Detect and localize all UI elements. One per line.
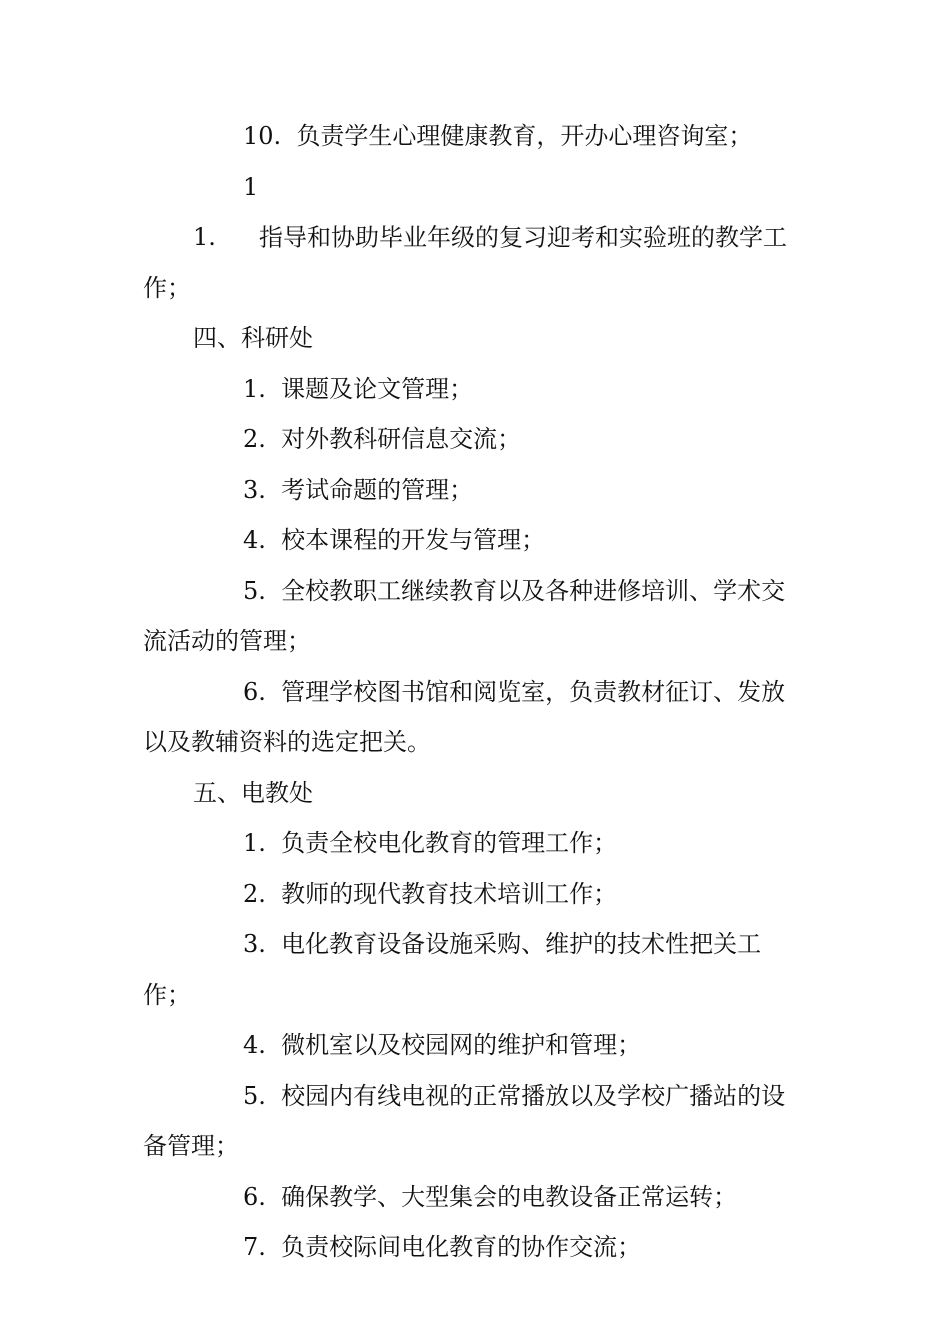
item-number: 2. — [243, 425, 266, 453]
list-item-av-5 — [143, 1071, 803, 1172]
item-number: 1. — [243, 829, 266, 857]
list-item-research-4 — [143, 515, 803, 566]
item-text: 考试命题的管理； — [281, 475, 474, 504]
item-number: 5. — [243, 1081, 266, 1110]
item-text: 校园内有线电视的正常播放以及学校广播站的设备管理； — [143, 1081, 786, 1160]
item-text: 全校教职工继续教育以及各种进修培训、学术交流活动的管理； — [143, 576, 786, 655]
item-text: 负责学生心理健康教育，开办心理咨询室； — [296, 122, 753, 150]
item-number: 5. — [243, 576, 266, 605]
item-text: 确保教学、大型集会的电教设备正常运转； — [281, 1182, 738, 1211]
list-item-research-1 — [143, 364, 803, 415]
list-item-research-3 — [143, 465, 803, 516]
list-item-av-2 — [143, 869, 803, 920]
item-number: 2. — [243, 879, 266, 908]
list-item-research-2 — [143, 414, 803, 465]
item-number: 6. — [243, 677, 266, 706]
list-item-av-3 — [143, 919, 803, 1020]
document-body — [143, 111, 803, 1273]
list-item-av-1 — [143, 818, 803, 869]
item-text: 指导和协助毕业年级的复习迎考和实验班的教学工作； — [143, 223, 787, 302]
heading-text: 四、科研处 — [193, 324, 313, 352]
heading-text: 五、电教处 — [193, 778, 313, 807]
list-item-research-6 — [143, 667, 803, 768]
item-text: 对外教科研信息交流； — [281, 425, 522, 453]
item-number: 11. — [193, 172, 259, 251]
item-number: 4. — [243, 1031, 266, 1059]
item-number: 3. — [243, 475, 266, 504]
list-item-av-7 — [143, 1222, 803, 1273]
item-text: 负责全校电化教育的管理工作； — [281, 829, 618, 857]
section-heading-research-office — [143, 313, 803, 364]
list-item-research-5 — [143, 566, 803, 667]
list-item-duty-11 — [143, 162, 803, 314]
item-number: 1. — [243, 374, 266, 403]
list-item-duty-10 — [143, 111, 803, 162]
item-number: 4. — [243, 526, 266, 554]
section-heading-av-office — [143, 768, 803, 819]
item-text: 课题及论文管理； — [281, 374, 474, 403]
list-item-av-4 — [143, 1020, 803, 1071]
list-item-av-6 — [143, 1172, 803, 1223]
item-text: 微机室以及校园网的维护和管理； — [281, 1031, 642, 1059]
item-number: 10. — [243, 122, 282, 150]
item-number: 6. — [243, 1182, 266, 1211]
item-text: 负责校际间电化教育的协作交流； — [281, 1233, 642, 1261]
item-text: 电化教育设备设施采购、维护的技术性把关工作； — [143, 930, 762, 1009]
item-text: 校本课程的开发与管理； — [281, 526, 546, 554]
item-number: 3. — [243, 930, 266, 958]
item-number: 7. — [243, 1233, 266, 1261]
item-text: 管理学校图书馆和阅览室，负责教材征订、发放以及教辅资料的选定把关。 — [143, 677, 786, 756]
item-text: 教师的现代教育技术培训工作； — [281, 879, 618, 908]
